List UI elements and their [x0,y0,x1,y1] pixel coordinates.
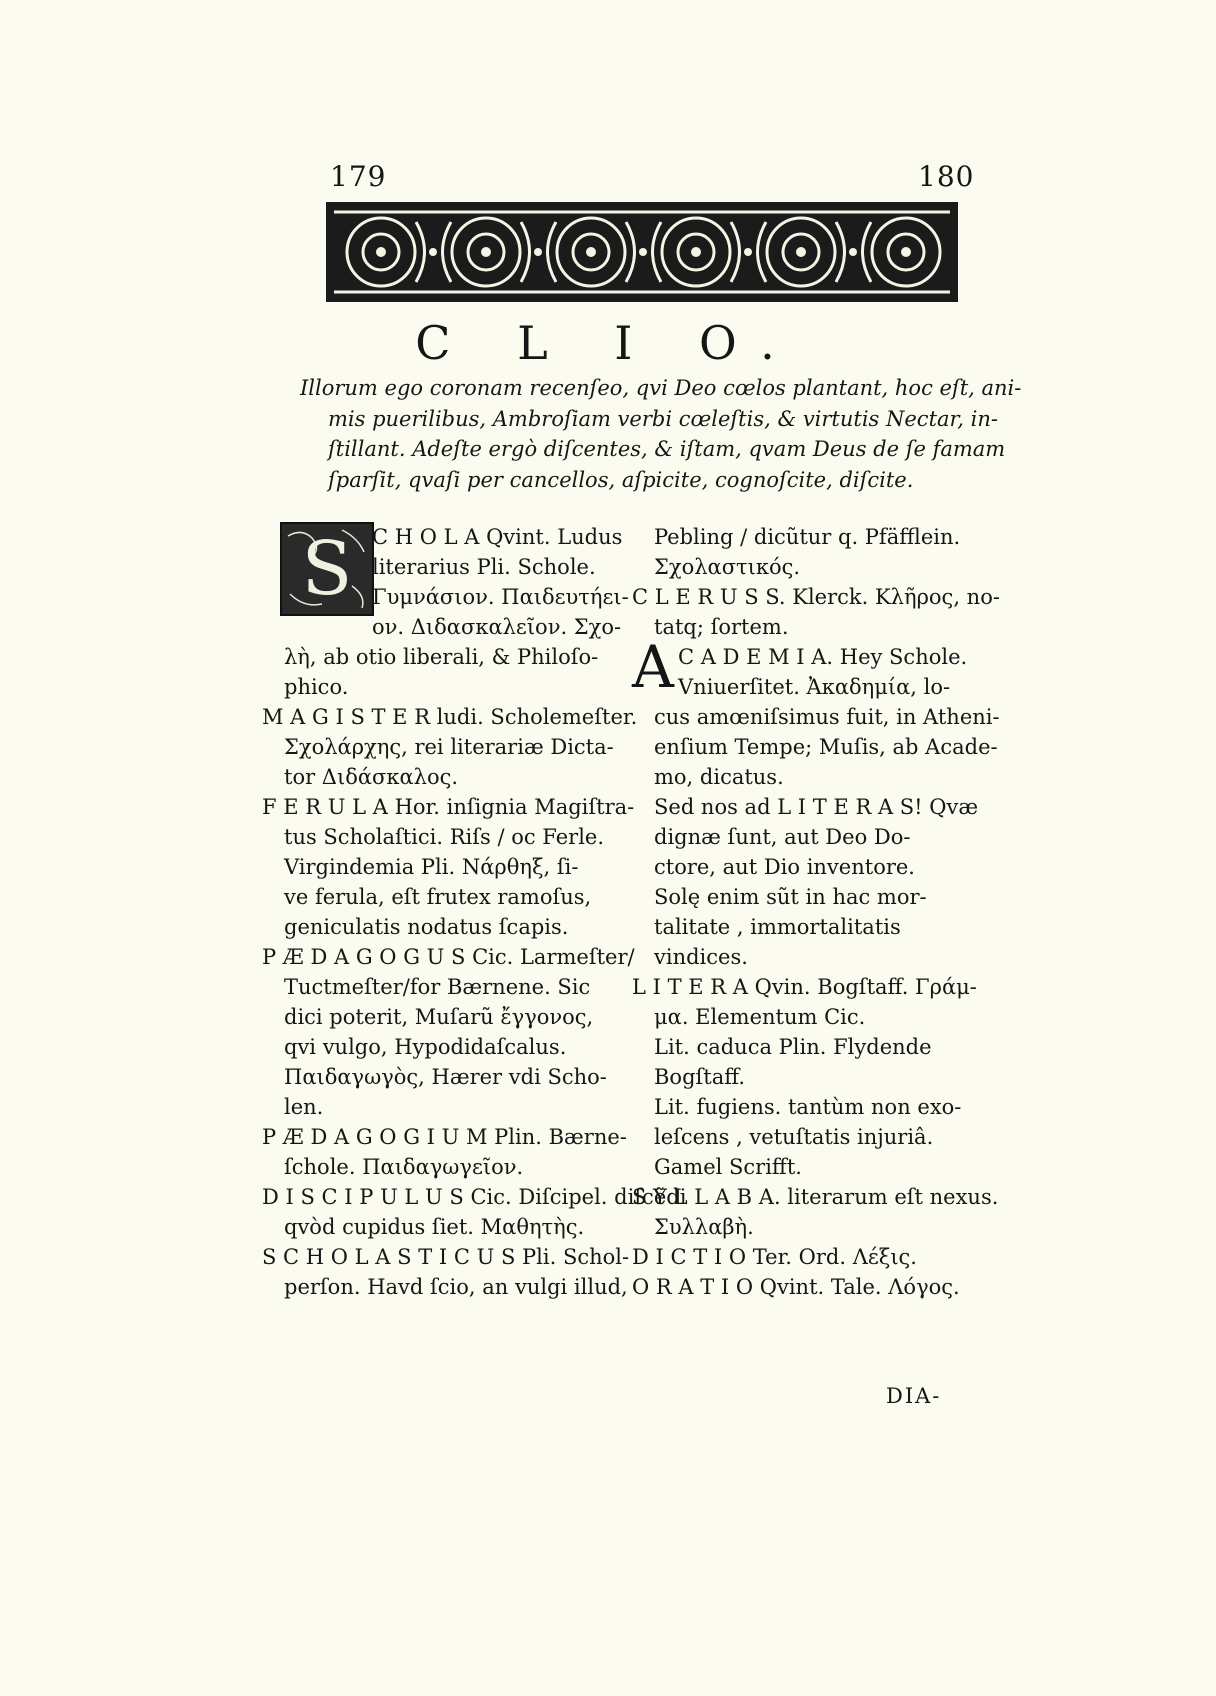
entry-line: enſium Tempe; Muſis, ab Acade- [654,735,998,759]
catchword: DIA- [886,1384,942,1408]
entry-line: qvòd cupidus ſiet. Μαθητὴς. [284,1215,585,1239]
entry-line: L I T E R A Qvin. Bogſtaff. Γράμ- [632,975,977,999]
dropcap-letter: S [301,526,353,612]
large-initial-a: A [632,633,674,701]
intro-line: ſtillant. Adeſte ergò diſcentes, & iſtam, qvam Deus de ſe famam [328,437,1006,461]
entry-line: tatq; ſortem. [654,615,789,639]
entry-line: Sed nos ad L I T E R A S! Qvæ [654,795,979,819]
entry-line: D I C T I O Ter. Ord. Λέξις. [632,1245,917,1269]
entry-line: Bogſtaff. [654,1065,746,1089]
entry-line: phico. [284,675,349,699]
entry-line: Συλλαβὴ. [654,1215,754,1239]
entry-line: leſcens , vetuſtatis injuriâ. [654,1125,934,1149]
chapter-title: C L I O. [415,316,801,370]
page-number-right: 180 [918,160,975,193]
entry-line: ctore, aut Dio inventore. [654,855,915,879]
entry-line: ον. Διδασκαλεῖον. Σχο- [372,615,622,639]
intro-paragraph [300,373,1022,495]
entry-line: Σχολαστικός. [654,555,801,579]
entry-line: D I S C I P U L U S Cic. Diſcipel. diſcẽdi [262,1185,687,1209]
entry-line: perſon. Havd ſcio, an vulgi illud, [284,1275,628,1299]
entry-line: C L E R U S S. Klerck. Κλῆρος, no- [632,585,1000,609]
scroll-ornament-icon [326,202,958,302]
entry-line-text: C A D E M I A. Hey Schole. [678,645,968,669]
intro-line: ſparſit, qvaſi per cancellos, aſpicite, cognoſcite, diſcite. [328,467,914,492]
entry-line: talitate , immortalitatis [654,915,901,939]
intro-line: mis puerilibus, Ambroſiam verbi cœleſtis, & virtutis Nectar, in- [328,406,998,431]
entry-line: vindices. [654,945,748,969]
entry-line: ve ferula, eſt frutex ramoſus, [284,885,592,909]
entry-line: Lit. fugiens. tantùm non exo- [654,1095,962,1119]
entry-line: geniculatis nodatus ſcapis. [284,915,569,939]
entry-line: μα. Elementum Cic. [654,1005,866,1029]
entry-line: cus amœniſsimus fuit, in Atheni- [654,705,1000,729]
ornamental-headpiece [326,202,958,302]
entry-line: Virgindemia Pli. Νάρθηξ, ſi- [284,855,579,879]
page-number-left: 179 [330,160,387,193]
entry-line: C H O L A Qvint. Ludus [372,525,623,549]
entry-line: S C H O L A S T I C U S Pli. Schol- [262,1245,630,1269]
entry-line: dignæ ſunt, aut Deo Do- [654,825,911,849]
entry-line: literarius Pli. Schole. [372,555,596,579]
entry-line: Σχολάρχης, rei literariæ Dicta- [284,735,614,759]
entry-line: tor Διδάσκαλος. [284,765,459,789]
entry-line: F E R U L A Hor. inſignia Magiſtra- [262,795,635,819]
left-column [262,522,687,1302]
entry-line: M A G I S T E R ludi. Scholemeſter. [262,705,638,729]
entry-line: P Æ D A G O G I U M Plin. Bærne- [262,1125,627,1149]
entry-line: tus Scholaſtici. Riſs / oc Ferle. [284,825,605,849]
entry-line: Lit. caduca Plin. Flydende [654,1035,932,1059]
entry-line: O R A T I O Qvint. Tale. Λόγος. [632,1275,960,1299]
right-column [632,522,1000,1302]
entry-line: ſchole. Παιδαγωγεῖον. [284,1155,524,1179]
entry-line: Γυμνάσιον. Παιδευτήει- [372,585,629,609]
intro-line: Illorum ego coronam recenſeo, qvi Deo cœlos plantant, hoc eſt, ani- [300,376,1022,400]
entry-line: Solę enim sũt in hac mor- [654,885,927,909]
entry-line: Tuctmeſter/for Bærnene. Sic [284,975,591,999]
entry-line: mo, dicatus. [654,765,784,789]
entry-line: dici poterit, Muſarũ ἔγγονος, [284,1005,594,1029]
entry-line: λὴ, ab otio liberali, & Philoſo- [284,645,599,669]
entry-line: Gamel Scrifft. [654,1155,802,1179]
entry-line: qvi vulgo, Hypodidaſcalus. [284,1035,567,1059]
entry-line: Vniuerſitet. Ἀκαδημία, lo- [678,675,951,699]
entry-line: P Æ D A G O G U S Cic. Larmeſter/ [262,945,635,969]
entry-line: Pebling / dicũtur q. Pfäfflein. [654,525,961,549]
entry-line: S Y L L A B A. literarum eſt nexus. [632,1185,999,1209]
entry-line: len. [284,1095,324,1119]
entry-line: Παιδαγωγὸς, Hærer vdi Scho- [284,1065,607,1089]
